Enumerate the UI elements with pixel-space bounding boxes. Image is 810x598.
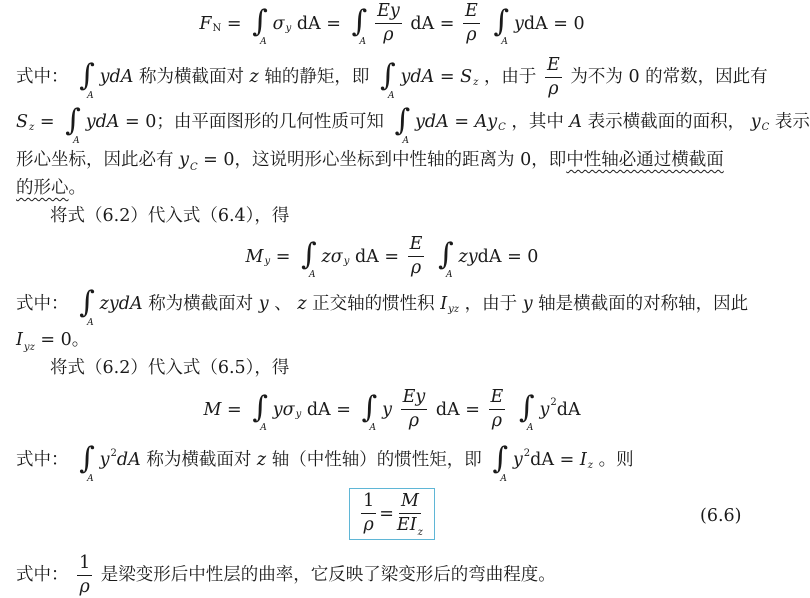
paragraph-line-6: $I_{yz} = 0$。 xyxy=(16,330,90,353)
emphasized-text: 的形心 xyxy=(16,178,69,198)
integral-sign: ∫ A xyxy=(492,441,508,484)
equation-number: (6.6) xyxy=(700,506,742,526)
integral-sign: ∫ A xyxy=(437,236,454,280)
integral-sign: ∫ A xyxy=(379,57,396,101)
fraction: $\frac{E}{\rho}$ xyxy=(547,55,560,100)
paragraph-line-3: 形心坐标，因此必有 $y_C = 0$，这说明形心坐标到中性轴的距离为 0，即中性轴必通过横截面 xyxy=(16,150,724,173)
substitution-line-2: 将式（6.2）代入式（6.5），得 xyxy=(50,358,290,378)
paragraph-line-8: 式中： $\frac{1}{\rho}$ 是梁变形后中性层的曲率，它反映了梁变形后的弯曲程度。 xyxy=(16,553,556,598)
integral-sign: ∫ A xyxy=(300,236,317,280)
equation-moment: M = ∫ A yσy dA = ∫ A y $\frac{Ey}{\rho}$ dA = $\frac{E}{\rho}$ ∫ A y2dA xyxy=(203,387,581,433)
paragraph-line-1: 式中： ∫ A ydA 称为横截面对 z 轴的静矩，即 ∫ A ydA = Sz ，由于 $\frac{E}{\rho}$ 为不为 0 的常数，因此有 xyxy=(16,55,768,101)
fraction: $\frac{E}{\rho}$ xyxy=(409,234,423,279)
equation-axial-force: FN = ∫ A σy dA = ∫ A $\frac{Ey}{\rho}$ dA = $\frac{E}{\rho}$ ∫ A ydA = 0 xyxy=(199,1,585,47)
paragraph-line-7: 式中： ∫ A y2dA 称为横截面对 z 轴（中性轴）的惯性矩，即 ∫ A y2dA = Iz 。则 xyxy=(16,441,634,484)
integral-sign: ∫ A xyxy=(79,57,95,101)
integral-sign: ∫ A xyxy=(252,389,268,433)
integral-sign: ∫ A xyxy=(252,3,268,47)
fraction: $\frac{Ey}{\rho}$ xyxy=(402,387,426,432)
paragraph-line-2: Sz = ∫ A ydA = 0；由平面图形的几何性质可知 ∫ A ydA = AyC ，其中 A 表示横截面的面积， yC 表示 xyxy=(16,103,810,146)
equation-moment-y: My = ∫ A zσy dA = $\frac{E}{\rho}$ ∫ A zydA = 0 xyxy=(245,234,539,280)
integral-sign: ∫ A xyxy=(351,3,368,47)
fraction: $\frac{E}{\rho}$ xyxy=(490,387,504,432)
substitution-line-1: 将式（6.2）代入式（6.4），得 xyxy=(50,206,290,226)
integral-sign: ∫ A xyxy=(79,285,95,328)
fraction: $\frac{Ey}{\rho}$ xyxy=(377,1,400,46)
integral-sign: ∫ A xyxy=(394,103,411,146)
integral-sign: ∫ A xyxy=(65,103,81,146)
boxed-equation-curvature xyxy=(0,488,784,540)
paragraph-line-5: 式中： ∫ A zydA 称为横截面对 y 、 z 正交轴的惯性积 Iyz ，由于 y 轴是横截面的对称轴，因此 xyxy=(16,285,749,328)
integral-sign: ∫ A xyxy=(361,389,378,433)
integral-sign: ∫ A xyxy=(79,441,95,484)
paragraph-line-4: 的形心。 xyxy=(16,178,86,198)
fraction: $\frac{1}{\rho}$ xyxy=(79,553,91,598)
integral-sign: ∫ A xyxy=(518,389,535,433)
fraction: $\frac{M}{EI_z}$ xyxy=(396,491,423,539)
emphasized-text: 中性轴必通过横截面 xyxy=(566,150,724,170)
integral-sign: ∫ A xyxy=(493,3,510,47)
equation-box: $\frac{1}{\rho}$ = $\frac{M}{EI_z}$ xyxy=(349,488,435,540)
fraction: $\frac{1}{\rho}$ xyxy=(363,491,375,536)
fraction: $\frac{E}{\rho}$ xyxy=(465,1,478,46)
